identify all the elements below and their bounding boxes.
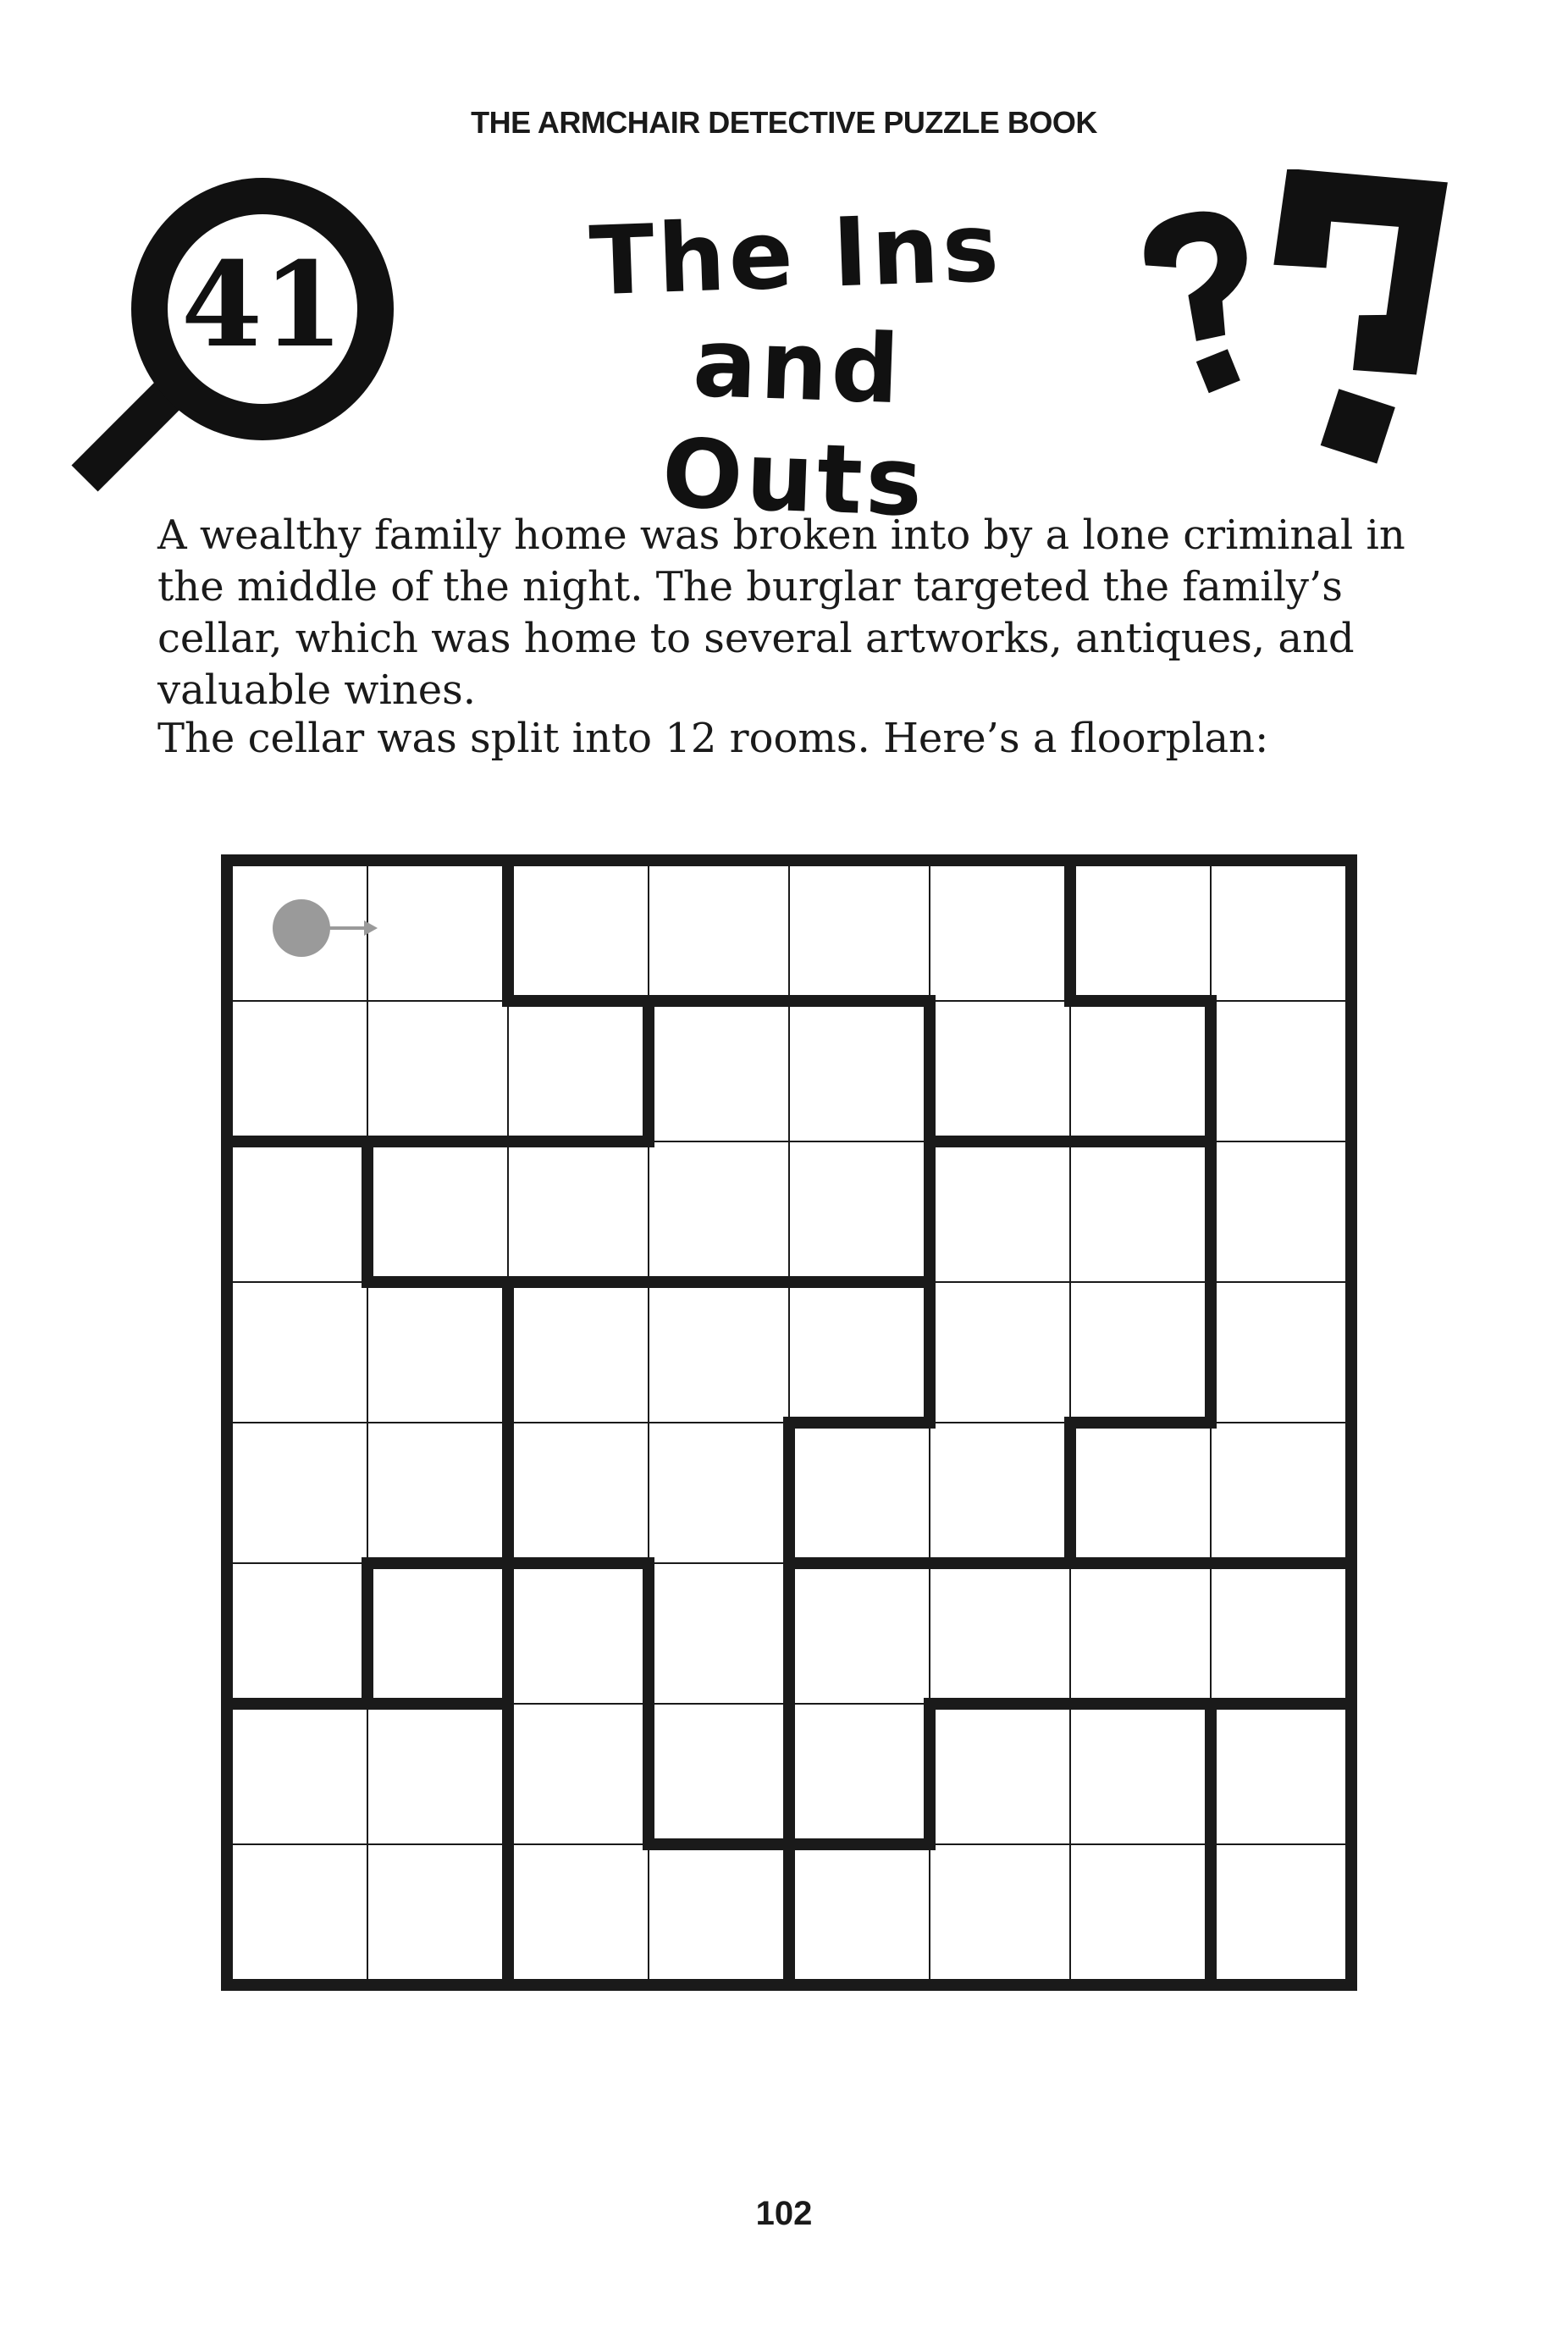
burglar-marker bbox=[273, 899, 330, 957]
title-line-1: The Ins bbox=[588, 192, 1004, 318]
small-question-mark bbox=[1137, 202, 1263, 348]
page-number: 102 bbox=[755, 2195, 813, 2232]
puzzle-title bbox=[559, 192, 1033, 539]
direction-arrow-head bbox=[364, 920, 378, 936]
title-line-2: and Outs bbox=[660, 307, 928, 539]
intro-paragraph: A wealthy family home was broken into by a lone criminal in the middle of the night. The burglar targeted the family’s cellar, which was home to several artworks, antiques, and valuable wines. bbox=[157, 511, 1405, 714]
cellar-floorplan bbox=[217, 850, 1360, 1993]
book-header: THE ARMCHAIR DETECTIVE PUZZLE BOOK bbox=[471, 105, 1097, 140]
puzzle-number: 41 bbox=[180, 235, 345, 373]
floorplan-intro: The cellar was split into 12 rooms. Here’s a floorplan: bbox=[157, 715, 1269, 762]
question-marks-icon bbox=[1126, 169, 1448, 491]
magnifying-glass-icon bbox=[68, 152, 423, 508]
large-question-mark bbox=[1261, 169, 1448, 379]
start-marker bbox=[273, 899, 378, 957]
